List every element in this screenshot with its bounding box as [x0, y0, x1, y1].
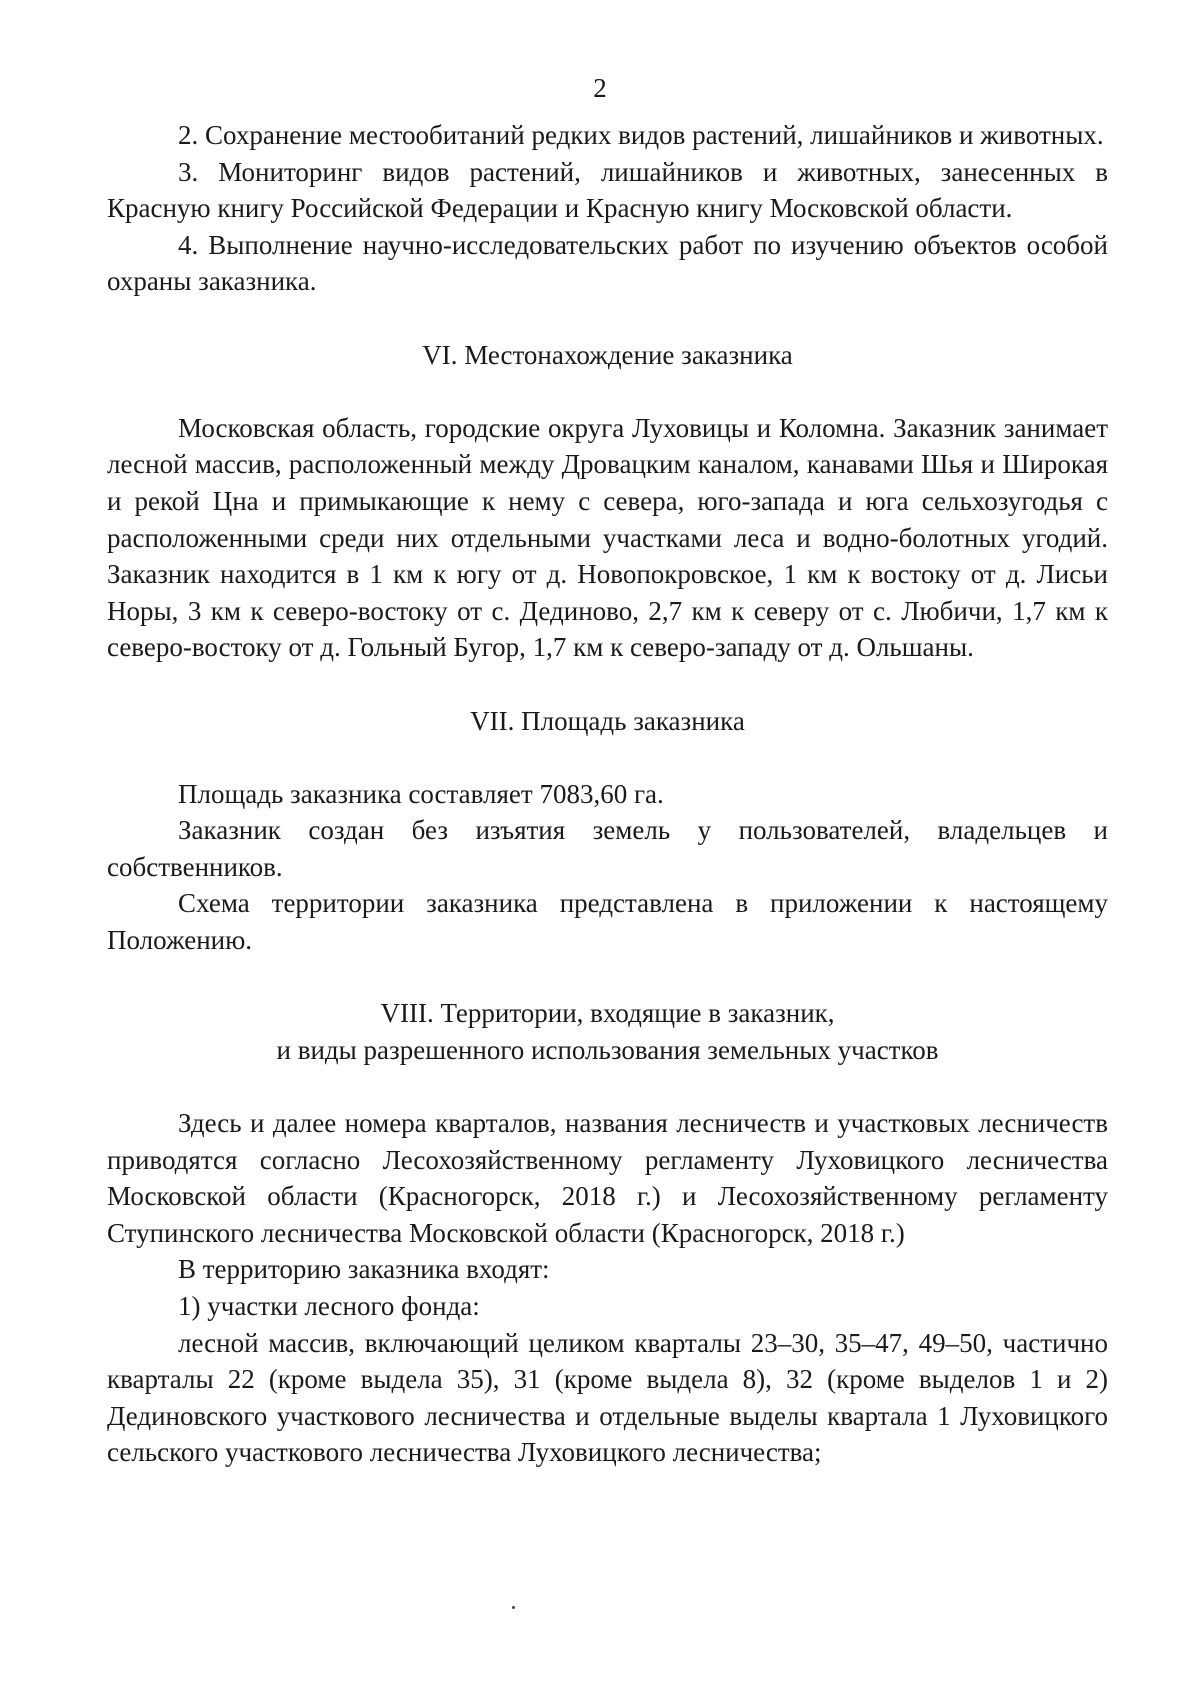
- scan-speck: [512, 1606, 515, 1609]
- page-number: 2: [593, 73, 607, 103]
- section-heading: [107, 995, 1108, 1068]
- paragraph: 4. Выполнение научно-исследовательских работ по изучению объектов особой охраны заказника.: [107, 229, 1108, 297]
- paragraph: 2. Сохранение местообитаний редких видов растений, лишайников и животных.: [178, 120, 1104, 150]
- paragraph: Московская область, городские округа Луховицы и Коломна. Заказник занимает лесной массив, расположенный между Дровацким каналом, канавами Шья и Широкая и рекой Цна и примыкающие к нему с севера, юго-запада и юга сельхозугодья с расположенными среди них отдельными участками леса и водно-болотных угодий. Заказник находится в 1 км к югу от д. Новопокровское, 1 км к востоку от д. Лисьи Норы, 3 км к северо-востоку от с. Дединово, 2,7 км к северу от с. Любичи, 1,7 км к северо-востоку от д. Гольный Бугор, 1,7 км к северо-западу от д. Ольшаны.: [107, 412, 1108, 663]
- document-body: [107, 117, 1108, 1471]
- paragraph: Здесь и далее номера кварталов, названия лесничеств и участковых лесничеств приводятся согласно Лесохозяйственному регламенту Луховицкого лесничества Московской области (Красногорск, 2018 г.) и Лесохозяйственному регламенту Ступинского лесничества Московской области (Красногорск, 2018 г.): [107, 1108, 1108, 1248]
- paragraph: В территорию заказника входят:: [178, 1254, 550, 1285]
- paragraph: 1) участки лесного фонда:: [178, 1291, 480, 1321]
- section-heading: VI. Местонахождение заказника: [422, 339, 793, 370]
- paragraph: лесной массив, включающий целиком кварталы 23–30, 35–47, 49–50, частично кварталы 22 (кроме выдела 35), 31 (кроме выдела 8), 32 (кроме выделов 1 и 2) Дединовского участкового лесничества и отдельные выделы квартала 1 Луховицкого сельского участкового лесничества Луховицкого лесничества;: [107, 1327, 1108, 1468]
- paragraph: 3. Мониторинг видов растений, лишайников и животных, занесенных в Красную книгу Российской Федерации и Красную книгу Московской области.: [107, 156, 1108, 224]
- section-heading: VII. Площадь заказника: [470, 705, 745, 736]
- paragraph: Площадь заказника составляет 7083,60 га.: [178, 778, 664, 809]
- paragraph: Заказник создан без изъятия земель у пользователей, владельцев и собственников.: [107, 815, 1108, 882]
- section-heading-line: VIII. Территории, входящие в заказник,: [380, 998, 835, 1029]
- paragraph: Схема территории заказника представлена в приложении к настоящему Положению.: [107, 888, 1108, 956]
- section-heading-line: и виды разрешенного использования земельных участков: [276, 1034, 939, 1065]
